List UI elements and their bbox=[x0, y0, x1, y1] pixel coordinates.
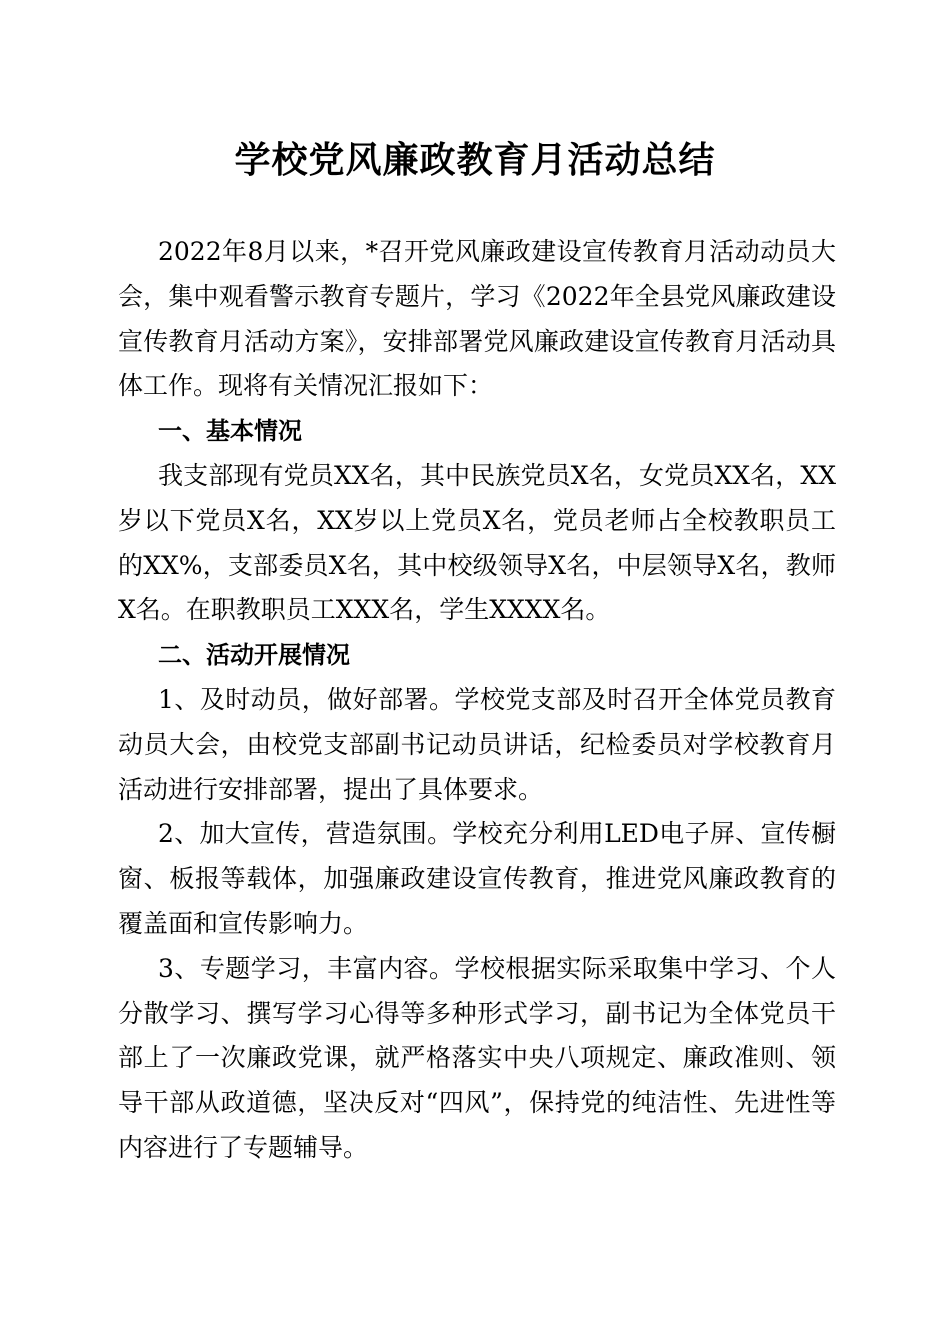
activity-item-2: 2、加大宣传，营造氛围。学校充分利用LED电子屏、宣传橱窗、板报等载体，加强廉政建设宣传教育，推进党风廉政教育的覆盖面和宣传影响力。 bbox=[118, 819, 836, 938]
activity-item-1: 1、及时动员，做好部署。学校党支部及时召开全体党员教育动员大会，由校党支部副书记动员讲话，纪检委员对学校教育月活动进行安排部署，提出了具体要求。 bbox=[118, 684, 836, 804]
section-heading-activities: 二、活动开展情况 bbox=[158, 641, 350, 670]
activity-item-3: 3、专题学习，丰富内容。学校根据实际采取集中学习、个人分散学习、撰写学习心得等多种形式学习，副书记为全体党员干部上了一次廉政党课，就严格落实中央八项规定、廉政准则、领导干部从政道德，坚决反对“四风”，保持党的纯洁性、先进性等内容进行了专题辅导。 bbox=[118, 953, 836, 1162]
document-body bbox=[118, 230, 836, 1171]
page-title: 学校党风廉政教育月活动总结 bbox=[234, 139, 716, 181]
intro-paragraph: 2022年8月以来，*召开党风廉政建设宣传教育月活动动员大会，集中观看警示教育专题片，学习《2022年全县党风廉政建设宣传教育月活动方案》，安排部署党风廉政建设宣传教育月活动具体工作。现将有关情况汇报如下： bbox=[118, 237, 836, 401]
section-heading-basic-situation: 一、基本情况 bbox=[158, 417, 302, 446]
basic-situation-paragraph: 我支部现有党员XX名，其中民族党员X名，女党员XX名，XX岁以下党员X名，XX岁以上党员X名，党员老师占全校教职员工的XX%，支部委员X名，其中校级领导X名，中层领导X名，教师X名。在职教职员工XXX名，学生XXXX名。 bbox=[118, 460, 836, 625]
